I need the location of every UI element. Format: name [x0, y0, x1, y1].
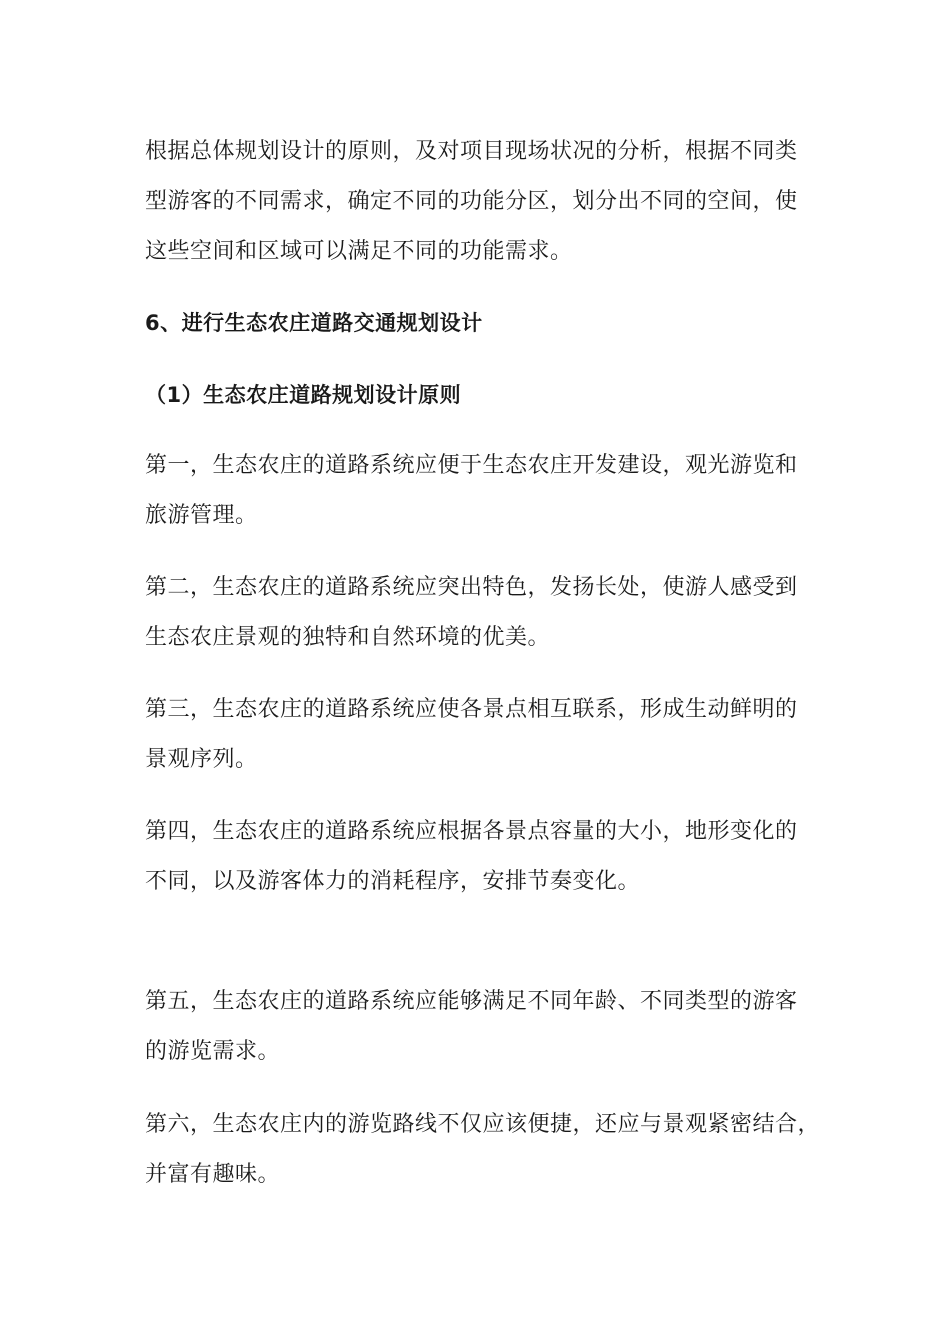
text-line: 生态农庄景观的独特和自然环境的优美。	[145, 625, 551, 650]
text-line: 景观序列。	[145, 747, 258, 772]
text-line: 的游览需求。	[145, 1039, 281, 1064]
text-line: 不同，以及游客体力的消耗程序，安排节奏变化。	[145, 869, 641, 894]
text-line: 旅游管理。	[145, 503, 258, 528]
principle-paragraph-5	[145, 977, 825, 1077]
text-line: 并富有趣味。	[145, 1162, 281, 1187]
principle-paragraph-6	[145, 1100, 825, 1200]
principle-paragraph-2	[145, 563, 825, 663]
text-line: 这些空间和区域可以满足不同的功能需求。	[145, 239, 573, 264]
text-line: 第五，生态农庄的道路系统应能够满足不同年龄、不同类型的游客	[145, 989, 798, 1014]
text-line: 第六，生态农庄内的游览路线不仅应该便捷，还应与景观紧密结合，	[145, 1112, 821, 1137]
principle-paragraph-4	[145, 807, 825, 907]
principle-paragraph-3	[145, 685, 825, 785]
section-heading-6: 6、进行生态农庄道路交通规划设计	[145, 311, 483, 335]
subsection-heading-6-1: （1）生态农庄道路规划设计原则	[145, 383, 462, 407]
text-line: 第二，生态农庄的道路系统应突出特色，发扬长处，使游人感受到	[145, 575, 798, 600]
text-line: 型游客的不同需求，确定不同的功能分区，划分出不同的空间，使	[145, 189, 798, 214]
text-line: 第一，生态农庄的道路系统应便于生态农庄开发建设，观光游览和	[145, 453, 798, 478]
text-line: 第四，生态农庄的道路系统应根据各景点容量的大小，地形变化的	[145, 819, 798, 844]
intro-paragraph	[145, 127, 825, 277]
text-line: 第三，生态农庄的道路系统应使各景点相互联系，形成生动鲜明的	[145, 697, 798, 722]
text-line: 根据总体规划设计的原则，及对项目现场状况的分析，根据不同类	[145, 139, 798, 164]
principle-paragraph-1	[145, 441, 825, 541]
